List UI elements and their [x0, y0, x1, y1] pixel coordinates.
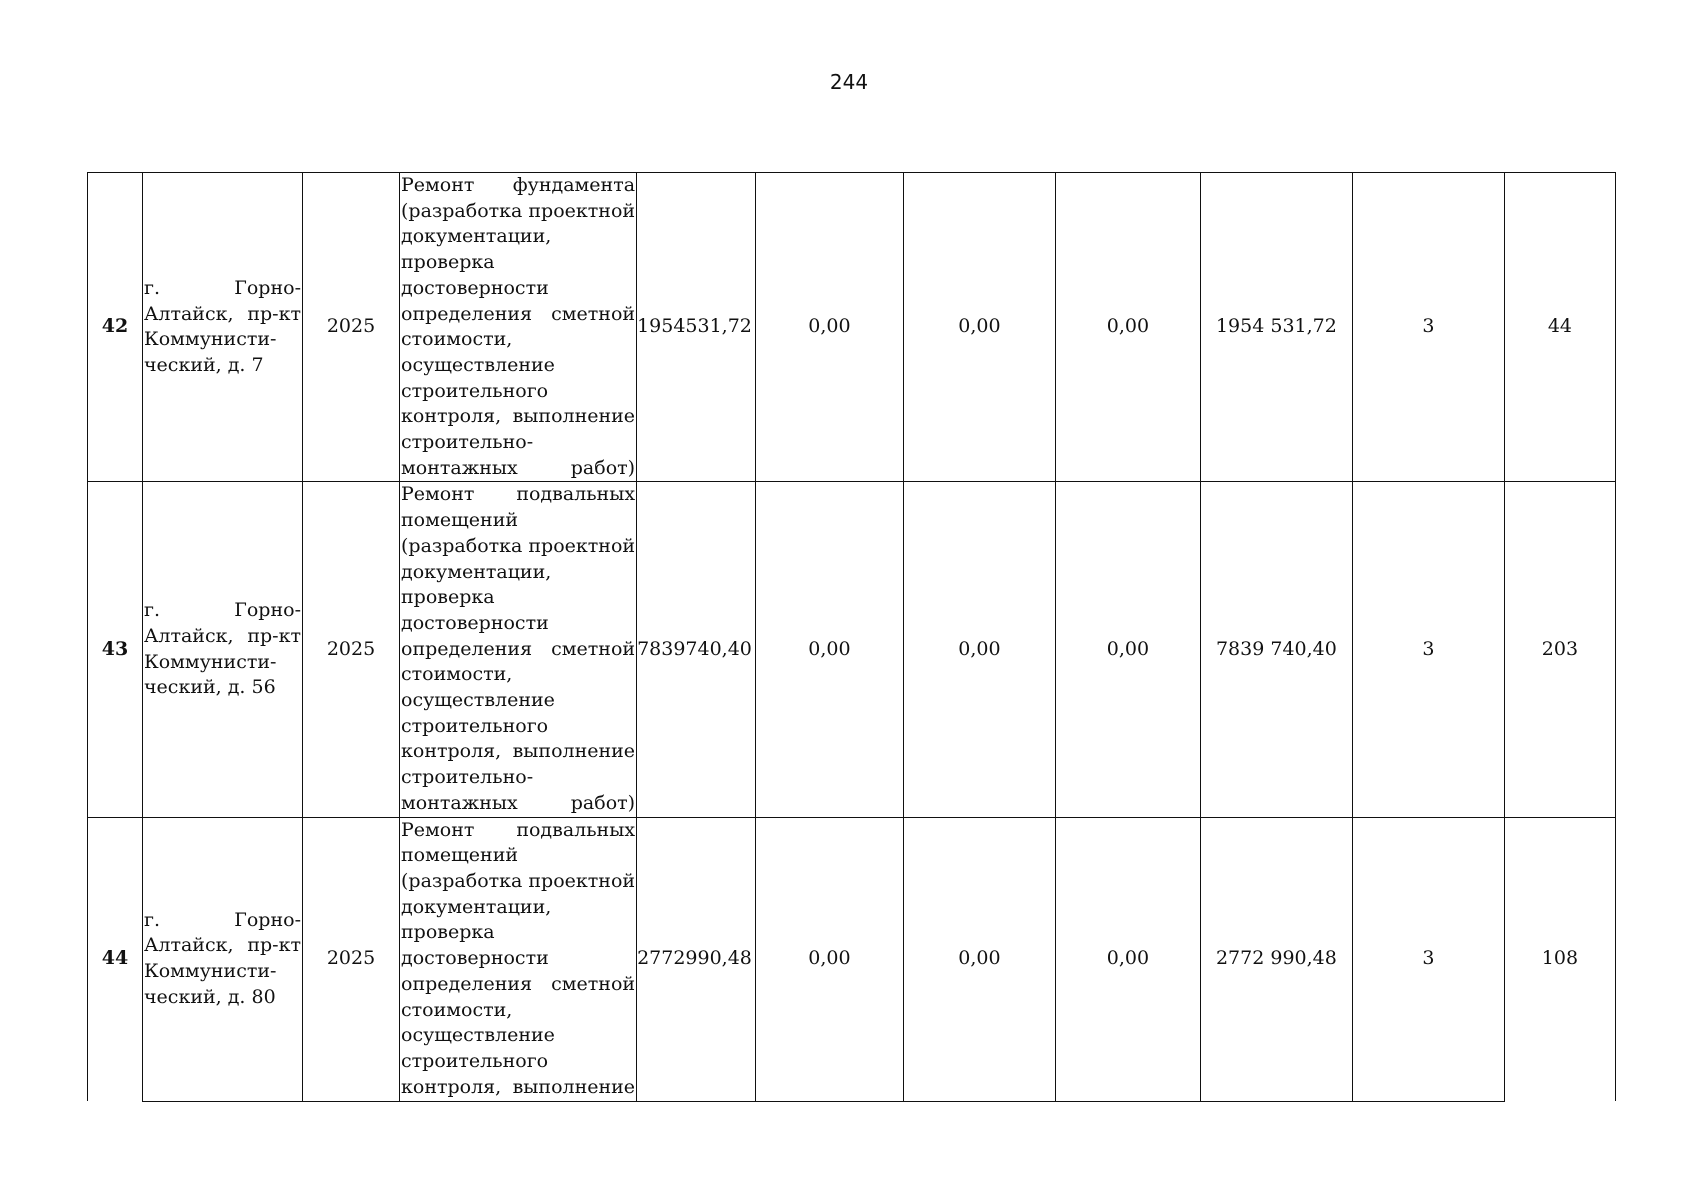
- work-line: контроля, выполнение: [401, 405, 636, 428]
- work-line: строительного: [401, 714, 549, 737]
- table-row: [88, 482, 1616, 817]
- value-2-cell: 0,00: [903, 817, 1055, 1101]
- column-10-cell: 3: [1352, 173, 1504, 482]
- work-line: проверка: [401, 251, 495, 274]
- column-10-cell: 3: [1352, 482, 1504, 817]
- total-cell: 1954 531,72: [1200, 173, 1352, 482]
- work-line: строительного: [401, 1049, 549, 1072]
- year-cell: 2025: [303, 817, 400, 1101]
- work-line: помещений: [401, 509, 519, 532]
- work-line: Ремонт подвальных: [401, 483, 636, 506]
- row-number: 43: [88, 482, 143, 817]
- work-description-cell: [400, 817, 637, 1101]
- work-line: достоверности: [401, 947, 549, 970]
- work-line: осуществление: [401, 689, 555, 712]
- work-line: достоверности: [401, 611, 549, 634]
- work-line: определения сметной: [401, 972, 636, 995]
- column-11-cell: 203: [1504, 482, 1615, 817]
- work-line: осуществление: [401, 353, 555, 376]
- work-line: помещений: [401, 844, 519, 867]
- cost-cell: 1954531,72: [637, 173, 756, 482]
- row-number: 42: [88, 173, 143, 482]
- work-line: проверка: [401, 586, 495, 609]
- work-line: документации,: [401, 895, 552, 918]
- value-1-cell: 0,00: [755, 173, 903, 482]
- work-line: строительно-: [401, 431, 534, 454]
- work-line: проверка: [401, 921, 495, 944]
- work-line: стоимости,: [401, 328, 513, 351]
- column-11-cell: 108: [1504, 817, 1615, 1101]
- value-2-cell: 0,00: [903, 173, 1055, 482]
- value-1-cell: 0,00: [755, 817, 903, 1101]
- work-line: достоверности: [401, 276, 549, 299]
- work-line: строительного: [401, 379, 549, 402]
- work-line: контроля, выполнение: [401, 1075, 636, 1098]
- year-cell: 2025: [303, 173, 400, 482]
- work-line: Ремонт фундамента: [401, 174, 636, 196]
- work-line: определения сметной: [401, 302, 636, 325]
- value-3-cell: 0,00: [1055, 482, 1200, 817]
- address-cell: г. Горно-Алтайск, пр-кт Коммунисти-ческий, д. 80: [143, 817, 303, 1101]
- work-line: осуществление: [401, 1024, 555, 1047]
- work-line: (разработка проектной: [401, 199, 636, 222]
- work-line: (разработка проектной: [401, 534, 636, 557]
- work-line: стоимости,: [401, 998, 513, 1021]
- repair-table: [87, 172, 1616, 1102]
- work-line: контроля, выполнение: [401, 740, 636, 763]
- total-cell: 2772 990,48: [1200, 817, 1352, 1101]
- row-number: 44: [88, 817, 143, 1101]
- work-line: Ремонт подвальных: [401, 818, 636, 841]
- value-3-cell: 0,00: [1055, 173, 1200, 482]
- work-line: монтажных работ): [401, 791, 636, 814]
- total-cell: 7839 740,40: [1200, 482, 1352, 817]
- value-1-cell: 0,00: [755, 482, 903, 817]
- work-line: (разработка проектной: [401, 869, 636, 892]
- page-number: 244: [829, 70, 869, 94]
- table-row: [88, 817, 1616, 1101]
- value-2-cell: 0,00: [903, 482, 1055, 817]
- column-10-cell: 3: [1352, 817, 1504, 1101]
- address-cell: г. Горно-Алтайск, пр-кт Коммунисти-ческий, д. 56: [143, 482, 303, 817]
- cost-cell: 2772990,48: [637, 817, 756, 1101]
- column-11-cell: 44: [1504, 173, 1615, 482]
- work-line: стоимости,: [401, 663, 513, 686]
- work-description-cell: [400, 482, 637, 817]
- work-line: документации,: [401, 560, 552, 583]
- work-line: строительно-: [401, 766, 534, 789]
- value-3-cell: 0,00: [1055, 817, 1200, 1101]
- cost-cell: 7839740,40: [637, 482, 756, 817]
- work-line: монтажных работ): [401, 456, 636, 479]
- work-line: определения сметной: [401, 637, 636, 660]
- year-cell: 2025: [303, 482, 400, 817]
- address-cell: г. Горно-Алтайск, пр-кт Коммунисти-ческий, д. 7: [143, 173, 303, 482]
- work-line: документации,: [401, 225, 552, 248]
- work-description-cell: [400, 173, 637, 482]
- table-row: [88, 173, 1616, 482]
